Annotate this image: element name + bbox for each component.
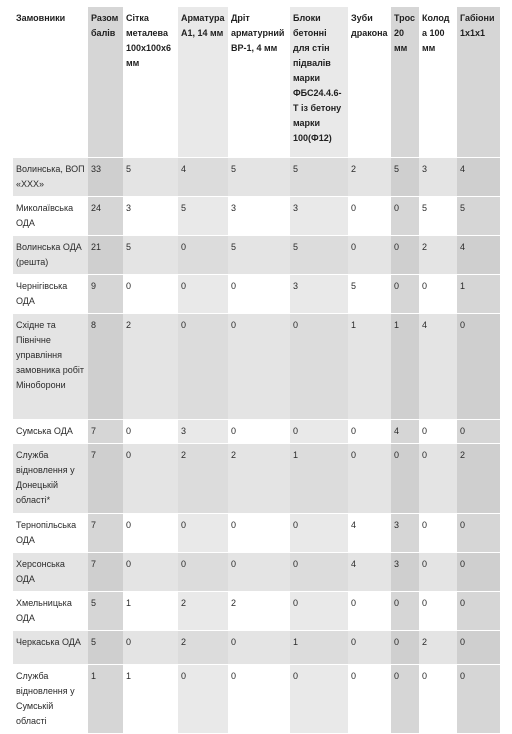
customer-cell: Східне та Північне управління замовника робіт Міноборони: [13, 313, 88, 419]
value-cell: 0: [391, 630, 419, 664]
value-cell: 2: [178, 630, 228, 664]
value-cell: 4: [457, 157, 500, 196]
customer-cell: Херсонська ОДА: [13, 552, 88, 591]
value-cell: 0: [290, 513, 348, 552]
value-cell: 2: [419, 630, 457, 664]
table-row: [13, 591, 500, 630]
value-cell: 3: [123, 196, 178, 235]
value-cell: 0: [348, 196, 391, 235]
value-cell: 0: [178, 513, 228, 552]
value-cell: 2: [123, 313, 178, 419]
table-row: [13, 443, 500, 513]
value-cell: 0: [290, 552, 348, 591]
value-cell: 0: [457, 313, 500, 419]
value-cell: 3: [419, 157, 457, 196]
value-cell: 0: [228, 513, 290, 552]
customer-cell: Хмельницька ОДА: [13, 591, 88, 630]
table-row: [13, 552, 500, 591]
value-cell: 4: [391, 419, 419, 443]
table-row: [13, 274, 500, 313]
value-cell: 24: [88, 196, 123, 235]
value-cell: 7: [88, 552, 123, 591]
value-cell: 4: [457, 235, 500, 274]
value-cell: 0: [391, 235, 419, 274]
value-cell: 0: [290, 313, 348, 419]
value-cell: 0: [290, 664, 348, 733]
value-cell: 4: [419, 313, 457, 419]
customer-cell: Чернігівська ОДА: [13, 274, 88, 313]
value-cell: 0: [457, 591, 500, 630]
table-row: [13, 664, 500, 733]
value-cell: 0: [290, 419, 348, 443]
value-cell: 2: [178, 443, 228, 513]
value-cell: 3: [228, 196, 290, 235]
value-cell: 2: [228, 591, 290, 630]
value-cell: 0: [457, 552, 500, 591]
value-cell: 2: [457, 443, 500, 513]
value-cell: 0: [123, 419, 178, 443]
value-cell: 0: [123, 274, 178, 313]
value-cell: 0: [178, 664, 228, 733]
value-cell: 5: [290, 157, 348, 196]
value-cell: 2: [348, 157, 391, 196]
value-cell: 1: [391, 313, 419, 419]
customer-cell: Черкаська ОДА: [13, 630, 88, 664]
value-cell: 5: [88, 630, 123, 664]
bids-table: [13, 7, 500, 734]
value-cell: 0: [290, 591, 348, 630]
value-cell: 2: [419, 235, 457, 274]
value-cell: 7: [88, 443, 123, 513]
header-cell: Колода 100 мм: [419, 7, 457, 157]
table-row: [13, 157, 500, 196]
value-cell: 0: [419, 552, 457, 591]
value-cell: 5: [290, 235, 348, 274]
value-cell: 0: [457, 513, 500, 552]
value-cell: 0: [178, 274, 228, 313]
value-cell: 0: [457, 419, 500, 443]
value-cell: 0: [348, 235, 391, 274]
value-cell: 8: [88, 313, 123, 419]
value-cell: 0: [457, 630, 500, 664]
header-cell: Замовники: [13, 7, 88, 157]
value-cell: 5: [419, 196, 457, 235]
value-cell: 0: [228, 419, 290, 443]
value-cell: 3: [290, 274, 348, 313]
value-cell: 0: [228, 274, 290, 313]
value-cell: 0: [123, 552, 178, 591]
value-cell: 3: [290, 196, 348, 235]
value-cell: 9: [88, 274, 123, 313]
header-cell: Дріт арматурний ВР-1, 4 мм: [228, 7, 290, 157]
value-cell: 4: [178, 157, 228, 196]
value-cell: 0: [391, 196, 419, 235]
table-row: [13, 235, 500, 274]
value-cell: 2: [228, 443, 290, 513]
value-cell: 0: [123, 513, 178, 552]
value-cell: 5: [123, 157, 178, 196]
value-cell: 0: [419, 443, 457, 513]
value-cell: 0: [348, 443, 391, 513]
value-cell: 0: [178, 552, 228, 591]
value-cell: 0: [419, 513, 457, 552]
value-cell: 0: [228, 630, 290, 664]
value-cell: 1: [123, 664, 178, 733]
header-cell: Сітка металева 100х100х6 мм: [123, 7, 178, 157]
value-cell: 0: [419, 664, 457, 733]
value-cell: 0: [123, 630, 178, 664]
customer-cell: Сумська ОДА: [13, 419, 88, 443]
value-cell: 0: [123, 443, 178, 513]
header-cell: Габіони 1х1х1: [457, 7, 500, 157]
table-row: [13, 313, 500, 419]
value-cell: 5: [228, 157, 290, 196]
table-row: [13, 630, 500, 664]
header-cell: Арматура А1, 14 мм: [178, 7, 228, 157]
header-row: [13, 7, 500, 157]
value-cell: 0: [228, 313, 290, 419]
value-cell: 5: [123, 235, 178, 274]
value-cell: 0: [419, 419, 457, 443]
value-cell: 7: [88, 419, 123, 443]
value-cell: 0: [391, 664, 419, 733]
customer-cell: Волинська, ВОП «ХХХ»: [13, 157, 88, 196]
value-cell: 21: [88, 235, 123, 274]
header-cell: Блоки бетонні для стін підвалів марки ФБС24.4.6-Т із бетону марки 100(Ф12): [290, 7, 348, 157]
value-cell: 0: [348, 419, 391, 443]
customer-cell: Служба відновлення у Сумській області: [13, 664, 88, 733]
value-cell: 5: [178, 196, 228, 235]
value-cell: 5: [457, 196, 500, 235]
value-cell: 0: [348, 591, 391, 630]
value-cell: 1: [123, 591, 178, 630]
value-cell: 2: [178, 591, 228, 630]
value-cell: 0: [178, 313, 228, 419]
customer-cell: Волинська ОДА (решта): [13, 235, 88, 274]
value-cell: 0: [228, 664, 290, 733]
value-cell: 0: [228, 552, 290, 591]
value-cell: 0: [391, 591, 419, 630]
value-cell: 1: [88, 664, 123, 733]
value-cell: 4: [348, 513, 391, 552]
value-cell: 0: [391, 274, 419, 313]
value-cell: 3: [391, 552, 419, 591]
value-cell: 0: [391, 443, 419, 513]
value-cell: 5: [88, 591, 123, 630]
value-cell: 33: [88, 157, 123, 196]
table-row: [13, 419, 500, 443]
value-cell: 4: [348, 552, 391, 591]
value-cell: 3: [391, 513, 419, 552]
table-row: [13, 196, 500, 235]
value-cell: 5: [391, 157, 419, 196]
value-cell: 0: [348, 630, 391, 664]
value-cell: 0: [348, 664, 391, 733]
value-cell: 7: [88, 513, 123, 552]
value-cell: 0: [419, 274, 457, 313]
value-cell: 1: [348, 313, 391, 419]
header-cell: Разом балів: [88, 7, 123, 157]
customer-cell: Миколаївська ОДА: [13, 196, 88, 235]
value-cell: 1: [457, 274, 500, 313]
header-cell: Трос 20 мм: [391, 7, 419, 157]
header-cell: Зуби дракона: [348, 7, 391, 157]
value-cell: 5: [228, 235, 290, 274]
table-row: [13, 513, 500, 552]
value-cell: 0: [457, 664, 500, 733]
customer-cell: Тернопільська ОДА: [13, 513, 88, 552]
value-cell: 5: [348, 274, 391, 313]
value-cell: 1: [290, 630, 348, 664]
value-cell: 0: [419, 591, 457, 630]
value-cell: 0: [178, 235, 228, 274]
value-cell: 3: [178, 419, 228, 443]
value-cell: 1: [290, 443, 348, 513]
customer-cell: Служба відновлення у Донецькій області*: [13, 443, 88, 513]
